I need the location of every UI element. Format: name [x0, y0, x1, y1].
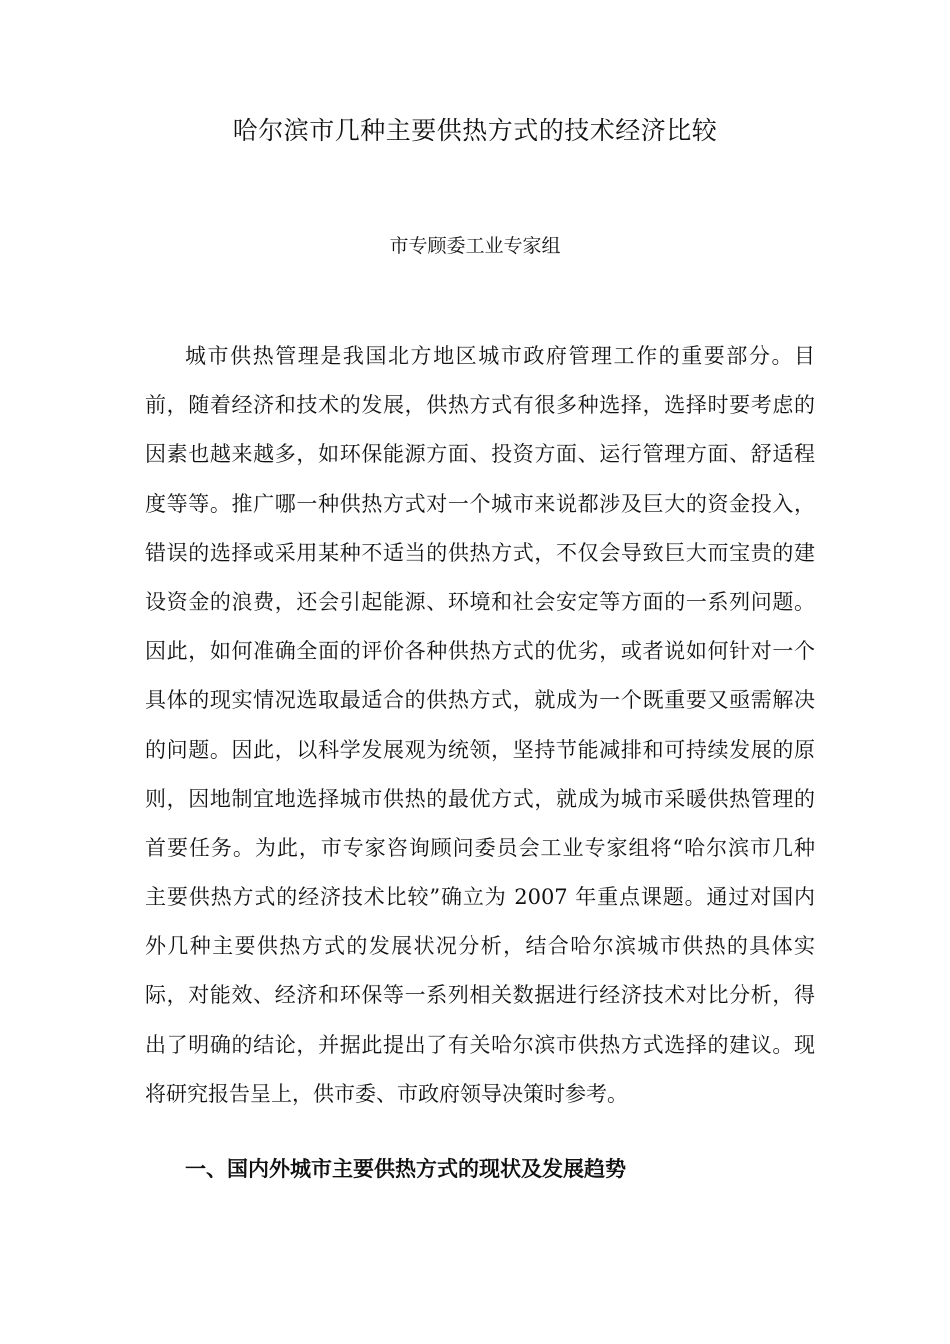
paragraph-line: 因此，如何准确全面的评价各种供热方式的优劣，或者说如何针对一个	[145, 639, 815, 664]
intro-paragraph	[145, 332, 815, 1119]
document-author: 市专顾委工业专家组	[389, 235, 561, 257]
paragraph-line: 前，随着经济和技术的发展，供热方式有很多种选择，选择时要考虑的	[145, 393, 815, 418]
paragraph-line: 因素也越来越多，如环保能源方面、投资方面、运行管理方面、舒适程	[145, 442, 815, 467]
paragraph-line: 城市供热管理是我国北方地区城市政府管理工作的重要部分。目	[185, 344, 815, 368]
paragraph-line: 错误的选择或采用某种不适当的供热方式，不仅会导致巨大而宝贵的建	[145, 540, 815, 565]
paragraph-line: 主要供热方式的经济技术比较”确立为 2007 年重点课题。通过对国内	[145, 885, 815, 910]
paragraph-line: 则，因地制宜地选择城市供热的最优方式，就成为城市采暖供热管理的	[145, 786, 815, 811]
paragraph-line: 具体的现实情况选取最适合的供热方式，就成为一个既重要又亟需解决	[145, 688, 815, 713]
document-title: 哈尔滨市几种主要供热方式的技术经济比较	[232, 116, 718, 145]
paragraph-line: 的问题。因此，以科学发展观为统领，坚持节能减排和可持续发展的原	[145, 737, 815, 762]
paragraph-line: 首要任务。为此，市专家咨询顾问委员会工业专家组将“哈尔滨市几种	[145, 835, 815, 860]
paragraph-line: 度等等。推广哪一种供热方式对一个城市来说都涉及巨大的资金投入，	[145, 491, 815, 516]
paragraph-line: 将研究报告呈上，供市委、市政府领导决策时参考。	[145, 1081, 628, 1106]
section-heading: 一、国内外城市主要供热方式的现状及发展趋势	[185, 1157, 626, 1181]
paragraph-line: 出了明确的结论，并据此提出了有关哈尔滨市供热方式选择的建议。现	[145, 1032, 815, 1057]
paragraph-line: 际，对能效、经济和环保等一系列相关数据进行经济技术对比分析，得	[145, 983, 815, 1008]
paragraph-line: 外几种主要供热方式的发展状况分析，结合哈尔滨城市供热的具体实	[145, 934, 815, 959]
paragraph-line: 设资金的浪费，还会引起能源、环境和社会安定等方面的一系列问题。	[145, 589, 815, 614]
